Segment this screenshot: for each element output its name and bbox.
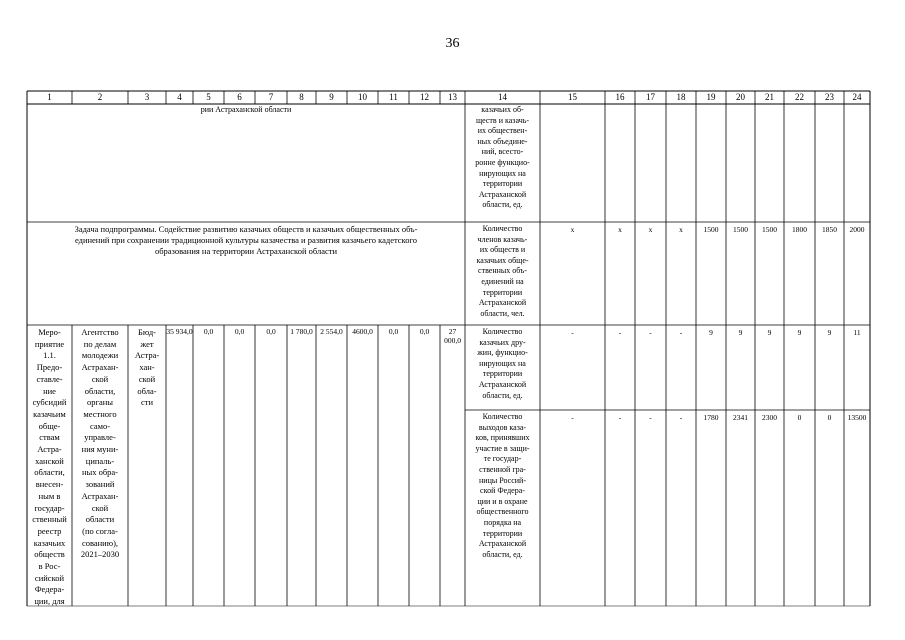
finance-value: 1 780,0: [290, 327, 313, 336]
indicator-value: 1800: [792, 225, 807, 234]
column-header: 17: [646, 92, 655, 102]
finance-value: 0,0: [203, 327, 214, 336]
continuation-text: рии Астраханской области: [200, 105, 292, 114]
column-header: 14: [498, 92, 507, 102]
event-name: Меро- приятие 1.1. Предо- ставле- ние субсидий казачьим обще- ствам Астра- ханской области, внесен- ным в государ- ственный реестр казачьих обществ в Рос- сийской Федера- ции, для: [32, 327, 67, 607]
column-header: 11: [389, 92, 398, 102]
indicator-value: 2300: [762, 413, 777, 422]
column-header: 23: [825, 92, 834, 102]
indicator-value: -: [571, 413, 574, 422]
indicator-name: Количество выходов каза- ков, принявших участие в защи- те государ- ственной гра- ницы Россий- ской Федера- ции и в охране общественного порядка на территории Астраханской области, ед.: [475, 412, 530, 559]
finance-value: 0,0: [234, 327, 245, 336]
column-header: 20: [736, 92, 745, 102]
column-header: 21: [765, 92, 774, 102]
executor-text: Агентство по делам молодежи Астрахан- ской области, органы местного само- управле- ния муни- ципаль- ных обра- зований Астрахан- ской области (по согла- сованию), 2021–2030: [80, 327, 120, 560]
indicator-value: 1780: [703, 413, 719, 422]
column-header: 12: [420, 92, 429, 102]
column-header: 3: [144, 92, 150, 102]
indicator-value: 0: [827, 413, 832, 422]
indicator-value: 0: [797, 413, 802, 422]
indicator-value: -: [679, 413, 683, 422]
indicator-value: -: [679, 328, 683, 337]
column-header: 16: [615, 92, 625, 102]
column-header: 8: [299, 92, 304, 102]
indicator-value: -: [618, 413, 622, 422]
indicator-value: 13500: [847, 413, 867, 422]
indicator-value: 9: [767, 328, 772, 337]
task-text: Задача подпрограммы. Содействие развитию казачьих обществ и казачьих общественных объ- единений при сохранении традиционной культуры казачества и развития казачьего кадетского образования на территории Астраханской области: [74, 224, 418, 256]
indicator-value: -: [649, 328, 652, 337]
funding-source: Бюд- жет Астра- хан- ской обла- сти: [134, 327, 160, 408]
column-header: 24: [852, 92, 862, 102]
indicator-value: -: [649, 413, 652, 422]
column-header: 7: [268, 92, 274, 102]
indicator-value: 9: [738, 328, 743, 337]
indicator-name: Количество казачьих дру- жин, функцио- нирующих на территории Астраханской области, ед.: [477, 327, 528, 400]
column-header: 10: [358, 92, 367, 102]
column-header: 2: [97, 92, 103, 102]
indicator-name: Количество членов казачь- их обществ и казачьих обще- ственных объ- единений на территории Астраханской области, чел.: [476, 224, 529, 318]
column-header: 6: [237, 92, 242, 102]
column-header: 15: [568, 92, 577, 102]
finance-value: 27 000,0: [444, 327, 461, 345]
column-header: 9: [329, 92, 334, 102]
indicator-value: 1500: [733, 225, 748, 234]
indicator-value: 11: [853, 328, 861, 337]
indicator-value: х: [618, 225, 622, 234]
indicator-value: х: [679, 225, 683, 234]
indicator-value: 1500: [703, 225, 719, 234]
column-header: 5: [206, 92, 211, 102]
indicator-value: 9: [797, 328, 802, 337]
page-number: 36: [445, 36, 460, 51]
indicator-value: х: [648, 225, 653, 234]
indicator-value: 2000: [849, 225, 865, 234]
finance-value: 4600,0: [352, 327, 373, 336]
indicator-value: 9: [709, 328, 713, 337]
column-header: 4: [177, 92, 182, 102]
finance-value: 35 934,0: [166, 327, 193, 336]
indicator-value: -: [571, 328, 574, 337]
column-header: 1: [47, 92, 52, 102]
indicator-value: -: [618, 328, 622, 337]
indicator-value: 1500: [762, 225, 777, 234]
indicator-value: х: [570, 225, 575, 234]
finance-value: 0,0: [266, 327, 276, 336]
column-header: 13: [448, 92, 457, 102]
column-header: 19: [706, 92, 716, 102]
indicator-value: 2341: [733, 413, 748, 422]
indicator-value: 9: [827, 328, 832, 337]
column-header: 18: [676, 92, 686, 102]
finance-value: 2 554,0: [320, 327, 343, 336]
indicator-name: казачьих об- ществ и казачь- их обществен- ных объедине- ний, всесто- ронне функцио- нирующих на территории Астраханской области, ед.: [475, 105, 530, 210]
column-header: 22: [795, 92, 804, 102]
finance-value: 0,0: [388, 327, 399, 336]
finance-value: 0,0: [419, 327, 430, 336]
indicator-value: 1850: [822, 225, 837, 234]
